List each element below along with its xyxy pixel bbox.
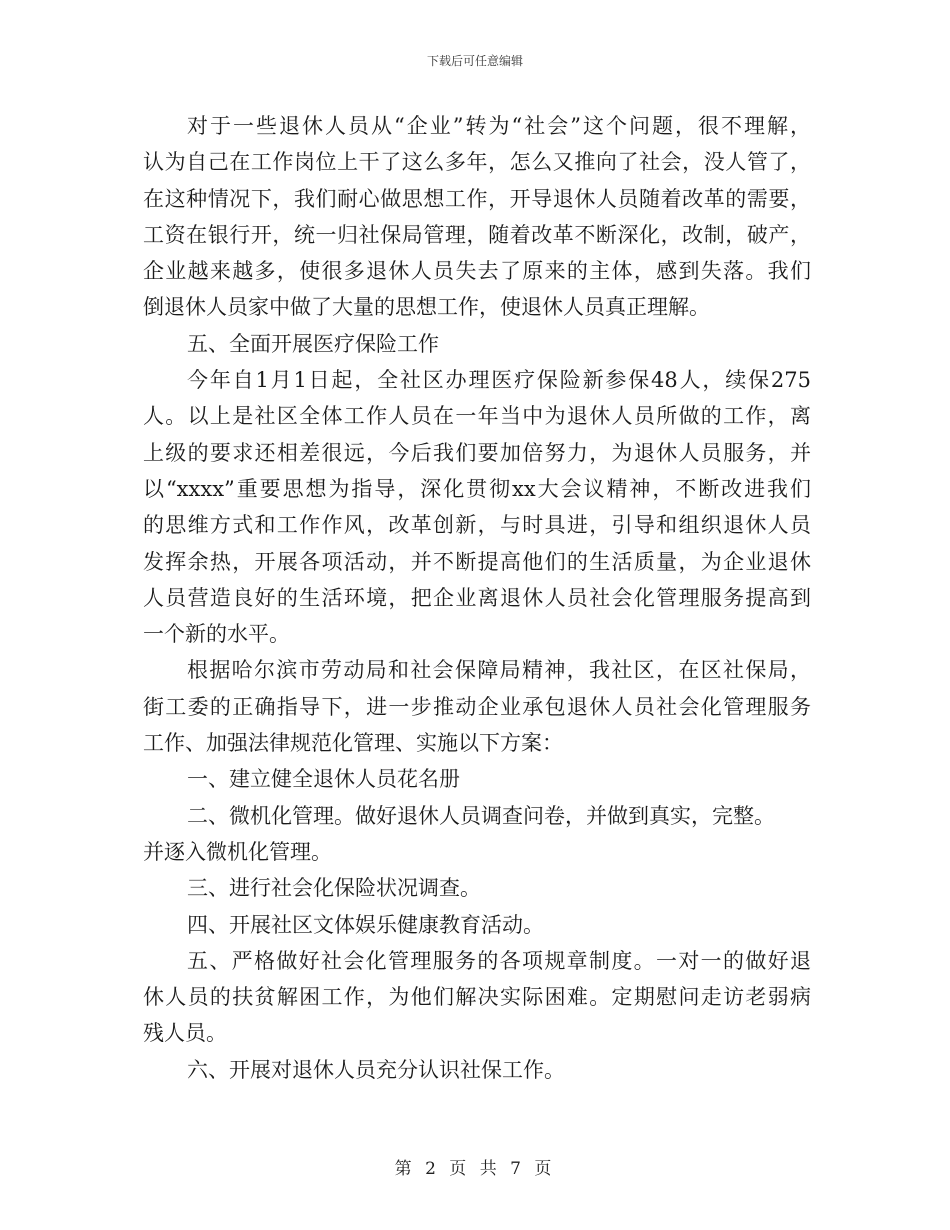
text-line: 工资在银行开，统一归社保局管理，随着改革不断深化，改制，破产， <box>143 222 811 247</box>
text-line: 倒退休人员家中做了大量的思想工作，使退休人员真正理解。 <box>143 295 710 320</box>
text-line: 四、开展社区文体娱乐健康教育活动。 <box>187 912 544 937</box>
text-line: 五、全面开展医疗保险工作 <box>187 331 439 356</box>
text-line: 上级的要求还相差很远，今后我们要加倍努力，为退休人员服务，并 <box>143 440 811 465</box>
text-line: 街工委的正确指导下，进一步推动企业承包退休人员社会化管理服务 <box>143 694 811 719</box>
text-line: 企业越来越多，使很多退休人员失去了原来的主体，感到失落。我们 <box>143 259 811 284</box>
text-line: 人员营造良好的生活环境，把企业离退休人员社会化管理服务提高到 <box>143 585 811 610</box>
page-header: 下载后可任意编辑 <box>426 54 523 68</box>
text-line: 对于一些退休人员从“企业”转为“社会”这个问题，很不理解， <box>187 114 811 138</box>
text-line: 休人员的扶贫解困工作，为他们解决实际困难。定期慰问走访老弱病 <box>143 985 811 1010</box>
text-line: 三、进行社会化保险状况调查。 <box>187 876 481 901</box>
text-line: 六、开展对退休人员充分认识社保工作。 <box>187 1057 565 1082</box>
text-line: 二、微机化管理。做好退休人员调查问卷，并做到真实，完整。 <box>187 803 775 828</box>
text-line: 以“xxxx”重要思想为指导，深化贯彻xx大会议精神，不断改进我们 <box>143 476 811 501</box>
text-line: 五、严格做好社会化管理服务的各项规章制度。一对一的做好退 <box>187 948 811 973</box>
page-footer: 第 2 页 共 7 页 <box>394 1159 556 1179</box>
document-body <box>143 108 811 1088</box>
text-line: 工作、加强法律规范化管理、实施以下方案： <box>143 731 563 756</box>
text-line: 认为自己在工作岗位上干了这么多年，怎么又推向了社会，没人管了， <box>143 150 811 175</box>
text-line: 并逐入微机化管理。 <box>143 839 332 864</box>
text-line: 残人员。 <box>143 1021 227 1046</box>
text-line: 的思维方式和工作作风，改革创新，与时具进，引导和组织退休人员 <box>143 513 811 538</box>
text-line: 一个新的水平。 <box>143 622 290 647</box>
text-line: 人。以上是社区全体工作人员在一年当中为退休人员所做的工作，离 <box>143 404 811 429</box>
text-line: 发挥余热，开展各项活动，并不断提高他们的生活质量，为企业退休 <box>143 549 811 574</box>
text-line: 在这种情况下，我们耐心做思想工作，开导退休人员随着改革的需要， <box>143 186 811 211</box>
text-line: 一、建立健全退休人员花名册 <box>187 767 460 792</box>
text-line: 根据哈尔滨市劳动局和社会保障局精神，我社区，在区社保局， <box>187 658 811 683</box>
text-line: 今年自1月1日起，全社区办理医疗保险新参保48人，续保275 <box>187 368 811 393</box>
